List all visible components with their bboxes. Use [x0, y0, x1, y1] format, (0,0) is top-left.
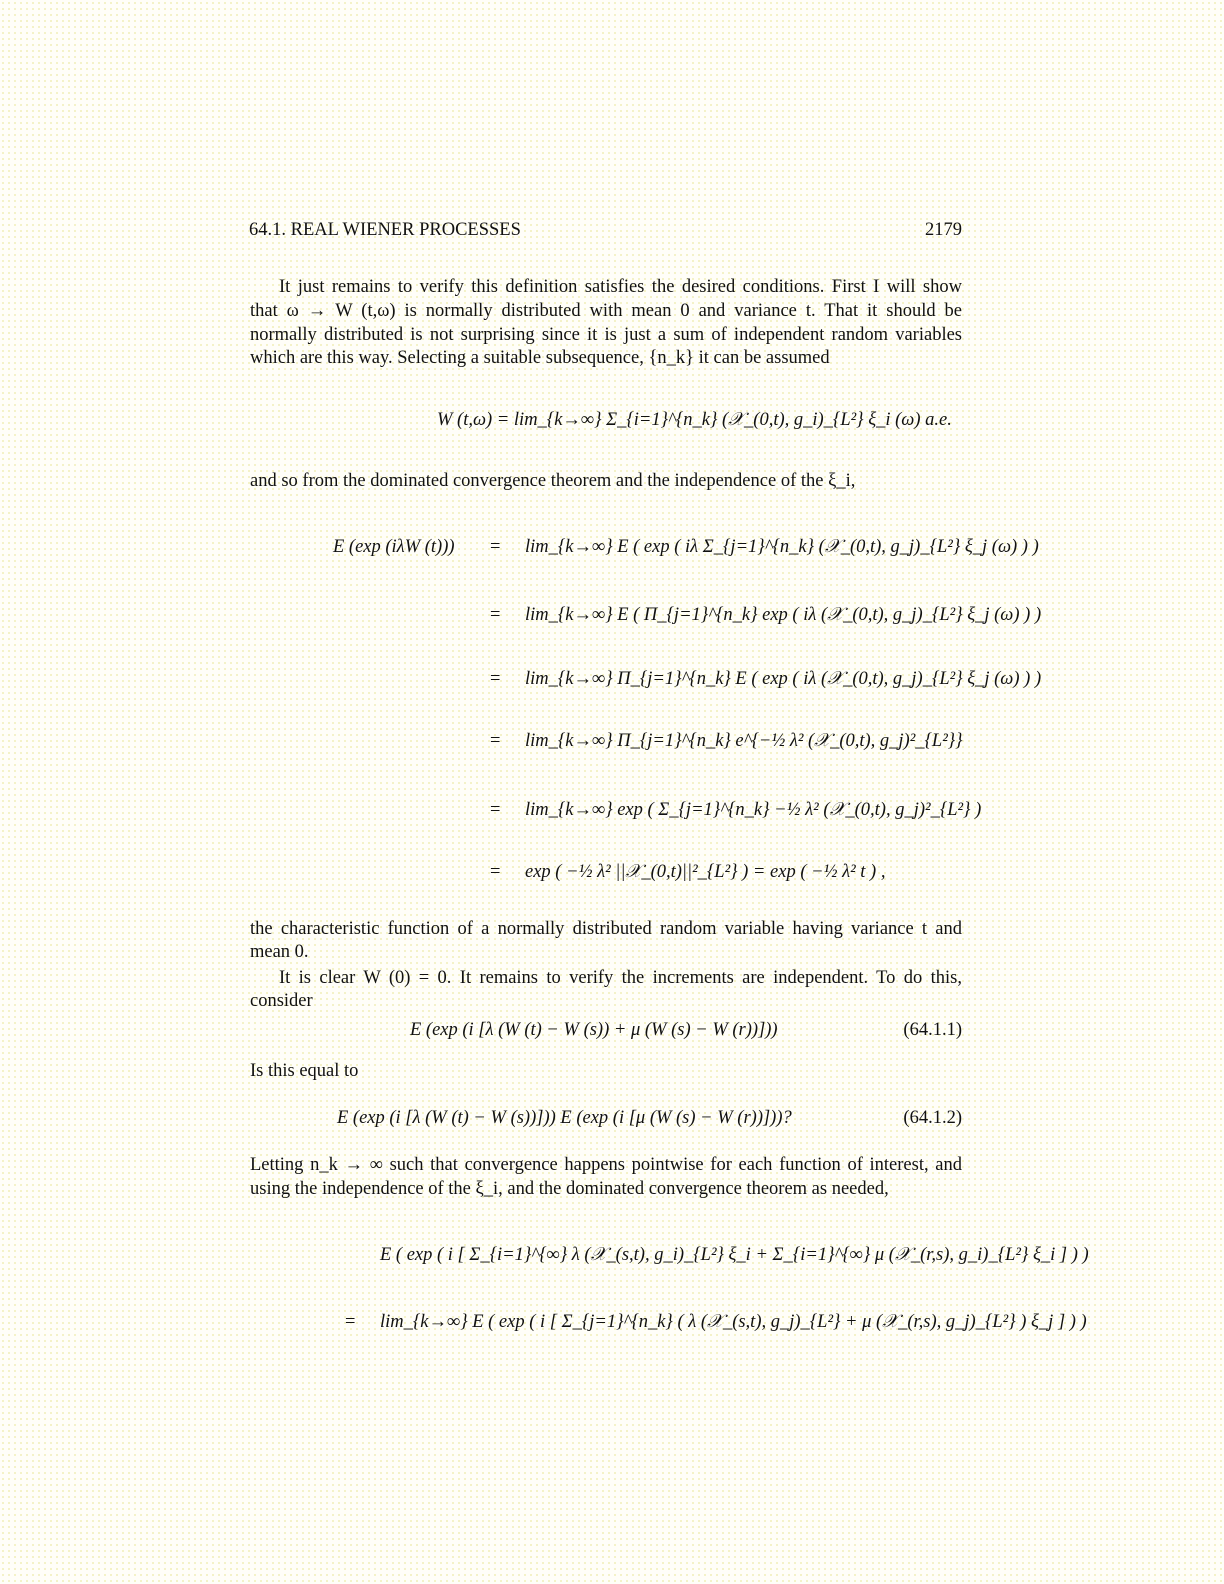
equation-line: exp ( −½ λ² ||𝒳_(0,t)||²_{L²} ) = exp ( −½ λ² t ) , — [525, 862, 886, 882]
equals-sign: = — [490, 862, 501, 882]
paragraph-line: mean 0. — [250, 942, 309, 962]
equation-wiener-limit: W (t,ω) = lim_{k→∞} Σ_{i=1}^{n_k} (𝒳_(0,t), g_i)_{L²} ξ_i (ω) a.e. — [437, 410, 952, 430]
paragraph-line: It is clear W (0) = 0. It remains to verify the increments are independent. To do this, — [279, 968, 962, 988]
paragraph-line: Letting n_k → ∞ such that convergence happens pointwise for each function of interest, and — [250, 1155, 962, 1175]
equation-number: (64.1.1) — [903, 1020, 962, 1040]
equals-sign: = — [490, 731, 501, 751]
paragraph-line: and so from the dominated convergence theorem and the independence of the ξ_i, — [250, 471, 856, 491]
equals-sign: = — [345, 1312, 356, 1332]
paragraph-line: Is this equal to — [250, 1061, 359, 1081]
paragraph-line: that ω → W (t,ω) is normally distributed with mean 0 and variance t. That it should be — [250, 301, 962, 321]
equals-sign: = — [490, 669, 501, 689]
equation-line: lim_{k→∞} Π_{j=1}^{n_k} E ( exp ( iλ (𝒳_(0,t), g_j)_{L²} ξ_j (ω) ) ) — [525, 669, 1042, 689]
equals-sign: = — [490, 800, 501, 820]
equation-line: lim_{k→∞} E ( exp ( iλ Σ_{j=1}^{n_k} (𝒳_(0,t), g_j)_{L²} ξ_j (ω) ) ) — [525, 537, 1039, 557]
equation-lhs: E (exp (iλW (t))) — [333, 537, 455, 557]
equation-final-line-2: lim_{k→∞} E ( exp ( i [ Σ_{j=1}^{n_k} ( λ (𝒳_(s,t), g_j)_{L²} + μ (𝒳_(r,s), g_j)_{L²} ) ξ_j ] ) ) — [380, 1312, 1087, 1332]
equation-number: (64.1.2) — [903, 1108, 962, 1128]
paragraph-line: consider — [250, 991, 313, 1011]
equation-line: lim_{k→∞} E ( Π_{j=1}^{n_k} exp ( iλ (𝒳_(0,t), g_j)_{L²} ξ_j (ω) ) ) — [525, 605, 1042, 625]
paragraph-line: which are this way. Selecting a suitable subsequence, {n_k} it can be assumed — [250, 348, 830, 368]
equation-64-1-2: E (exp (i [λ (W (t) − W (s))])) E (exp (i [μ (W (s) − W (r))]))? — [337, 1108, 792, 1128]
paragraph-line: using the independence of the ξ_i, and the dominated convergence theorem as needed, — [250, 1179, 889, 1199]
equation-64-1-1: E (exp (i [λ (W (t) − W (s)) + μ (W (s) − W (r))])) — [410, 1020, 778, 1040]
running-header-section: 64.1. REAL WIENER PROCESSES — [249, 220, 521, 240]
paragraph-line: normally distributed is not surprising since it is just a sum of independent random variables — [250, 325, 962, 345]
paragraph-line: It just remains to verify this definition satisfies the desired conditions. First I will show — [279, 277, 962, 297]
equation-line: lim_{k→∞} Π_{j=1}^{n_k} e^{−½ λ² (𝒳_(0,t), g_j)²_{L²}} — [525, 731, 963, 751]
equals-sign: = — [490, 537, 501, 557]
page-number: 2179 — [925, 220, 962, 240]
equation-line: lim_{k→∞} exp ( Σ_{j=1}^{n_k} −½ λ² (𝒳_(0,t), g_j)²_{L²} ) — [525, 800, 982, 820]
equation-final-line-1: E ( exp ( i [ Σ_{i=1}^{∞} λ (𝒳_(s,t), g_i)_{L²} ξ_i + Σ_{i=1}^{∞} μ (𝒳_(r,s), g_i)_{L²} ξ_i ] ) ) — [380, 1245, 1089, 1265]
paragraph-line: the characteristic function of a normally distributed random variable having variance t and — [250, 919, 962, 939]
equals-sign: = — [490, 605, 501, 625]
